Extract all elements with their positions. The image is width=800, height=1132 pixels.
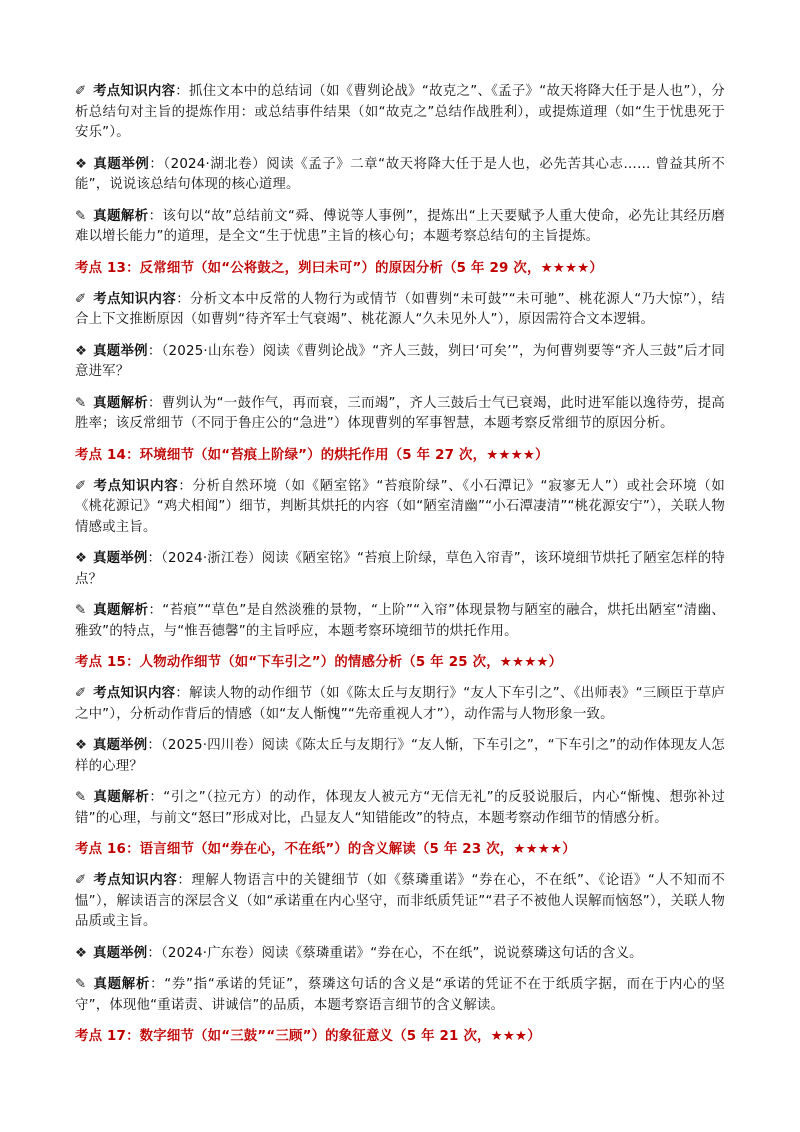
knowledge-paragraph	[75, 290, 725, 331]
paragraph-label: 考点知识内容	[93, 873, 178, 888]
paragraph-label: 真题举例	[93, 156, 150, 172]
pencil-icon: ✐	[75, 84, 87, 99]
paragraph-text: ：理解人物语言中的关键细节（如《蔡璘重诺》“券在心，不在纸”、《论语》“人不知而不愠”），解读语言的深层含义（如“承诺重在内心坚守，而非纸质凭证”“君子不被他人误解而恼怒”），关联人物品质或主旨。	[75, 873, 725, 929]
knowledge-paragraph	[75, 871, 725, 933]
paragraph-text: ：“引之”（拉元方）的动作，体现友人被元方“无信无礼”的反驳说服后，内心“惭愧、想弥补过错”的心理，与前文“怒曰”形成对比，凸显友人“知错能改”的特点，本题考察动作细节的情感分析。	[75, 790, 725, 826]
paragraph-text: ：曹刿认为“一鼓作气，再而衰，三而竭”，齐人三鼓后士气已衰竭，此时进军能以逸待劳，提高胜率；该反常细节（不同于鲁庄公的“急进”）体现曹刿的军事智慧，本题考察反常细节的原因分析。	[75, 395, 725, 431]
pencil-icon: ✐	[75, 478, 87, 494]
diamond-bullet-icon: ❖	[75, 343, 88, 359]
section-heading: 考点 17：数字细节（如“三鼓”“三顾”）的象征意义（5 年 21 次，★★★）	[75, 1029, 541, 1044]
paragraph-label: 真题举例	[93, 551, 148, 566]
paragraph-text: ：“券”指“承诺的凭证”，蔡璘这句话的含义是“承诺的凭证不在于纸质字据，而在于内心的坚守”，体现他“重诺责、讲诚信”的品质，本题考察语言细节的含义解读。	[75, 977, 725, 1013]
section-heading: 考点 14：环境细节（如“苔痕上阶绿”）的烘托作用（5 年 27 次，★★★★）	[75, 447, 549, 463]
section-heading: 考点 16：语言细节（如“券在心，不在纸”）的含义解读（5 年 23 次，★★★★）	[75, 842, 576, 857]
diamond-bullet-icon: ❖	[75, 551, 88, 566]
edit-pen-icon: ✎	[75, 790, 87, 805]
paragraph-label: 考点知识内容	[93, 478, 179, 494]
knowledge-paragraph	[75, 477, 725, 539]
edit-pen-icon: ✎	[75, 603, 87, 618]
paragraph-label: 真题解析	[93, 395, 149, 411]
analysis-paragraph	[75, 601, 725, 642]
paragraph-text: ：抓住文本中的总结词（如《曹刿论战》“故克之”、《孟子》“故天将降大任于是人也”），分析总结句对主旨的提炼作用：或总结事件结果（如“故克之”总结作战胜利），或提炼道理（如“生于忧患死于安乐”）。	[75, 84, 725, 140]
edit-pen-icon: ✎	[75, 977, 87, 992]
pencil-icon: ✐	[75, 291, 87, 307]
example-paragraph	[75, 342, 725, 383]
paragraph-label: 真题解析	[93, 603, 149, 618]
pencil-icon: ✐	[75, 873, 87, 888]
paragraph-label: 考点知识内容	[93, 84, 176, 99]
paragraph-label: 真题解析	[93, 208, 149, 224]
diamond-bullet-icon: ❖	[75, 945, 88, 961]
section-heading: 考点 13：反常细节（如“公将鼓之，刿曰未可”）的原因分析（5 年 29 次，★★★★）	[75, 260, 603, 276]
paragraph-text: ：解读人物的动作细节（如《陈太丘与友期行》“友人下车引之”、《出师表》“三顾臣于草庐之中”），分析动作背后的情感（如“友人惭愧”“先帝重视人才”），动作需与人物形象一致。	[75, 686, 725, 722]
diamond-bullet-icon: ❖	[75, 156, 88, 172]
document-page	[75, 82, 725, 1058]
paragraph-text: ：该句以“故”总结前文“舜、傅说等人事例”，提炼出“上天要赋予人重大使命，必先让其经历磨难以增长能力”的道理，是全文“生于忧患”主旨的核心句；本题考察总结句的主旨提炼。	[75, 208, 725, 244]
paragraph-text: ：（2025·山东卷）阅读《曹刿论战》“齐人三鼓，刿曰‘可矣’”，为何曹刿要等“齐人三鼓”后才同意进军？	[75, 343, 725, 379]
paragraph-label: 真题举例	[93, 945, 148, 961]
example-paragraph	[75, 736, 725, 777]
example-paragraph	[75, 155, 725, 196]
edit-pen-icon: ✎	[75, 208, 87, 224]
paragraph-label: 考点知识内容	[93, 686, 176, 701]
paragraph-text: ：“苔痕”“草色”是自然淡雅的景物，“上阶”“入帘”体现景物与陋室的融合，烘托出陋室“清幽、雅致”的特点，与“惟吾德馨”的主旨呼应，本题考察环境细节的烘托作用。	[75, 603, 725, 639]
paragraph-text: ：（2024·湖北卷）阅读《孟子》二章“故天将降大任于是人也，必先苦其心志…… 曾益其所不能”，说说该总结句体现的核心道理。	[75, 156, 725, 192]
paragraph-label: 真题举例	[93, 738, 148, 753]
paragraph-text: ：（2024·浙江卷）阅读《陋室铭》“苔痕上阶绿，草色入帘青”，该环境细节烘托了陋室怎样的特点？	[75, 551, 725, 587]
analysis-paragraph	[75, 394, 725, 435]
section-heading: 考点 15：人物动作细节（如“下车引之”）的情感分析（5 年 25 次，★★★★）	[75, 655, 563, 670]
paragraph-text: ：（2025·四川卷）阅读《陈太丘与友期行》“友人惭，下车引之”，“下车引之”的动作体现友人怎样的心理？	[75, 738, 725, 774]
edit-pen-icon: ✎	[75, 395, 87, 411]
knowledge-paragraph	[75, 684, 725, 725]
analysis-paragraph	[75, 788, 725, 829]
paragraph-text: ：（2024·广东卷）阅读《蔡璘重诺》“券在心，不在纸”，说说蔡璘这句话的含义。	[147, 945, 643, 961]
paragraph-label: 真题举例	[93, 343, 148, 359]
knowledge-paragraph	[75, 82, 725, 144]
paragraph-text: ：分析自然环境（如《陋室铭》“苔痕阶绿”、《小石潭记》“寂寥无人”）或社会环境（如《桃花源记》“鸡犬相闻”）细节，判断其烘托的内容（如“陋室清幽”“小石潭凄清”“桃花源安宁”），关联人物情感或主旨。	[75, 478, 726, 535]
example-paragraph	[75, 944, 725, 965]
analysis-paragraph	[75, 975, 725, 1016]
analysis-paragraph	[75, 207, 725, 248]
paragraph-label: 考点知识内容	[93, 291, 177, 307]
example-paragraph	[75, 549, 725, 590]
paragraph-label: 真题解析	[93, 790, 150, 805]
diamond-bullet-icon: ❖	[75, 738, 88, 753]
paragraph-label: 真题解析	[93, 977, 151, 992]
pencil-icon: ✐	[75, 686, 87, 701]
paragraph-text: ：分析文本中反常的人物行为或情节（如曹刿“未可鼓”“未可驰”、桃花源人“乃大惊”），结合上下文推断原因（如曹刿“待齐军士气衰竭”、桃花源人“久未见外人”），原因需符合文本逻辑。	[75, 291, 725, 327]
